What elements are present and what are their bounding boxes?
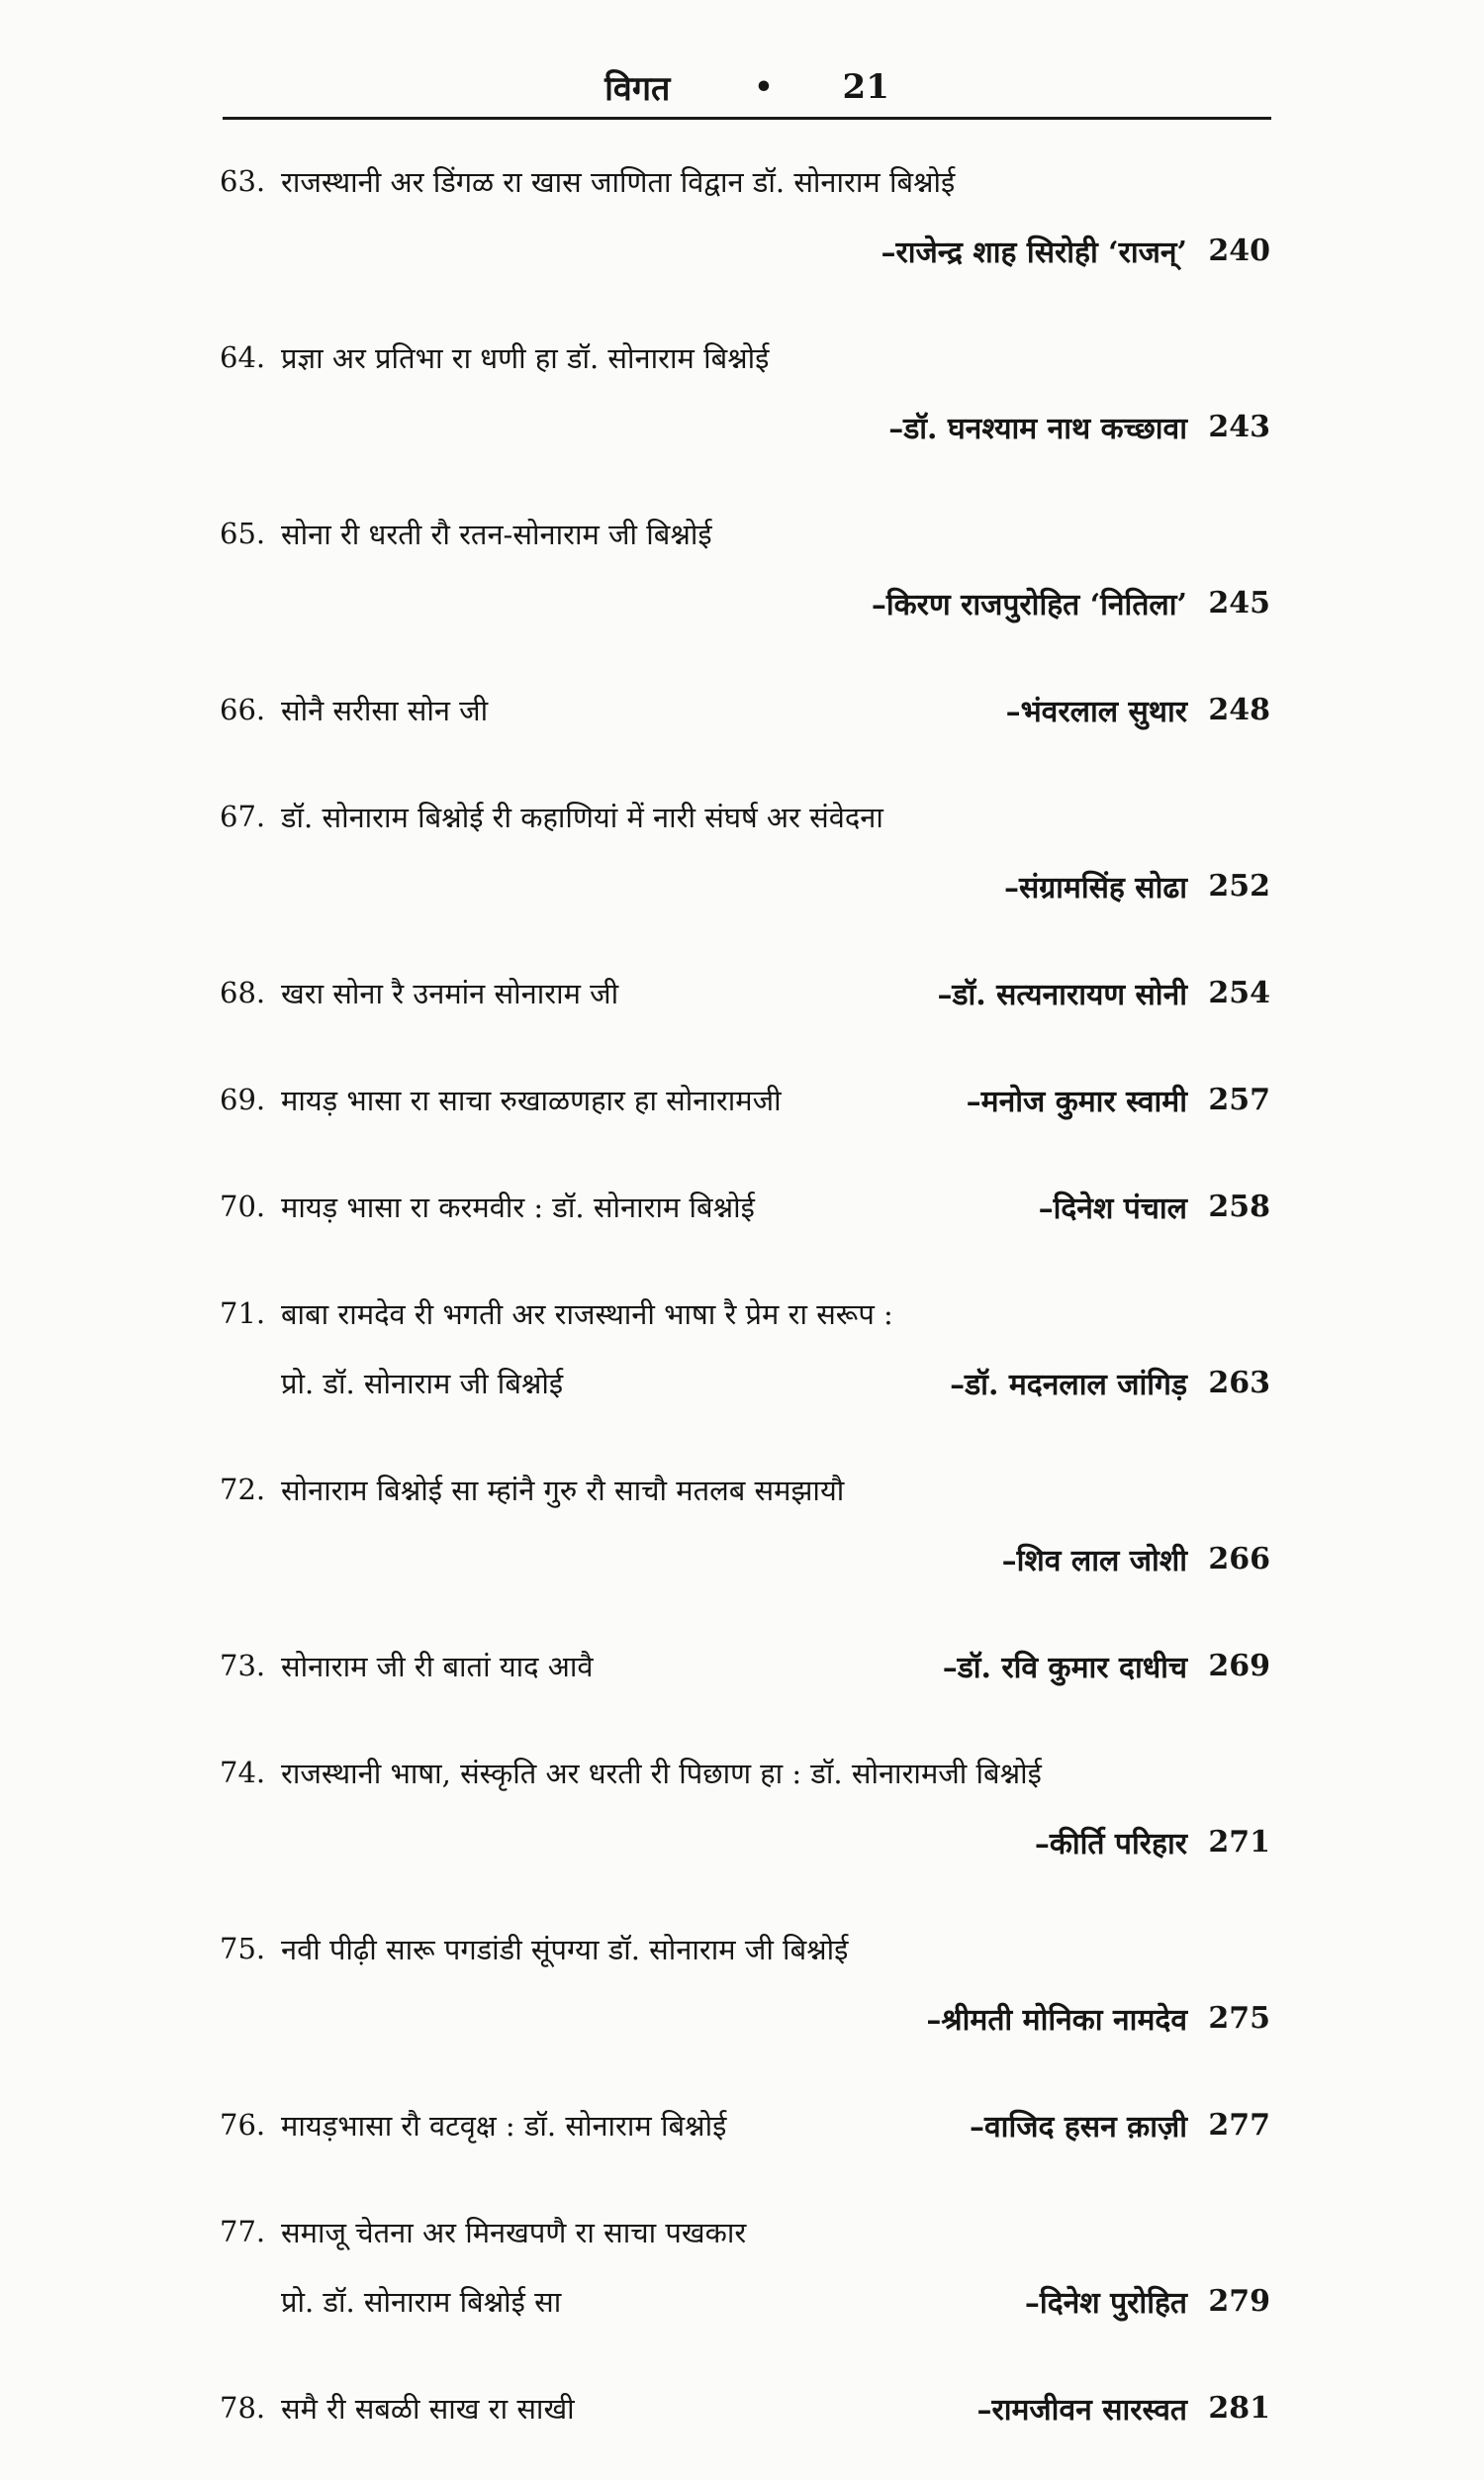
entry-page: 258	[1208, 1189, 1270, 1224]
entry-number: 63.	[220, 164, 266, 198]
toc-entry-63	[220, 146, 1270, 285]
entry-number: 68.	[220, 976, 266, 1009]
entry-number: 69.	[220, 1083, 266, 1116]
entry-title: सोनाराम बिश्नोई सा म्हांनै गुरु रौ साचौ मतलब समझायौ	[281, 1473, 845, 1507]
section-title: विगत	[604, 69, 671, 109]
entry-page: 277	[1208, 2107, 1270, 2143]
toc-author-line	[220, 1983, 1270, 2052]
toc-title-line	[220, 2197, 1270, 2266]
toc-title-line	[220, 146, 1270, 216]
entry-author: –राजेन्द्र शाह सिरोही ‘राजन्’	[881, 235, 1187, 270]
toc-entry-67	[220, 782, 1270, 920]
entry-title: समै री सबळी साख रा साखी	[281, 2391, 575, 2426]
entry-page: 240	[1208, 233, 1270, 268]
toc-entry-71	[220, 1279, 1270, 1417]
entry-page: 279	[1208, 2283, 1270, 2319]
entry-title: समाजू चेतना अर मिनखपणै रा साचा पखकार	[281, 2215, 747, 2249]
entry-page: 248	[1208, 692, 1270, 727]
entry-title: बाबा रामदेव री भगती अर राजस्थानी भाषा रै प्रेम रा सरूप :	[281, 1296, 893, 1331]
entry-number: 65.	[220, 517, 266, 550]
entry-author: –वाजिद हसन क़ाज़ी	[970, 2109, 1187, 2145]
toc-entry-64	[220, 323, 1270, 461]
entry-title: राजस्थानी अर डिंगळ रा खास जाणिता विद्वान डॉ. सोनाराम बिश्नोई	[281, 164, 956, 199]
header-separator: •	[754, 69, 774, 105]
entry-number: 71.	[220, 1296, 266, 1330]
toc-author-line	[220, 1807, 1270, 1876]
toc-title-line	[220, 2373, 1270, 2442]
entry-title: खरा सोना रै उनमांन सोनाराम जी	[281, 976, 619, 1010]
toc-title-line	[220, 1279, 1270, 1348]
toc-entry-69	[220, 1065, 1270, 1134]
entry-title: डॉ. सोनाराम बिश्नोई री कहाणियां में नारी संघर्ष अर संवेदना	[281, 800, 883, 834]
entry-author: –किरण राजपुरोहित ‘नितिला’	[871, 587, 1187, 622]
entry-author: –डॉ. घनश्याम नाथ कच्छावा	[888, 411, 1187, 446]
entry-number: 75.	[220, 1932, 266, 1965]
entry-page: 281	[1208, 2390, 1270, 2426]
entry-author: –शिव लाल जोशी	[1001, 1543, 1187, 1578]
toc-author-line	[220, 1348, 1270, 1417]
toc-author-line	[220, 568, 1270, 637]
entry-page: 271	[1208, 1824, 1270, 1860]
entry-author: –श्रीमती मोनिका नामदेव	[926, 2002, 1187, 2038]
entry-title: मायड़भासा रौ वटवृक्ष : डॉ. सोनाराम बिश्नोई	[281, 2108, 727, 2143]
toc-title-line	[220, 1738, 1270, 1807]
entry-author: –डॉ. मदनलाल जांगिड़	[950, 1367, 1187, 1402]
entry-author: –दिनेश पंचाल	[1038, 1191, 1187, 1226]
entry-title-continued: प्रो. डॉ. सोनाराम जी बिश्नोई	[281, 1366, 564, 1400]
toc-entry-74	[220, 1738, 1270, 1876]
table-of-contents	[220, 146, 1270, 2480]
toc-title-line	[220, 1172, 1270, 1241]
toc-title-line	[220, 1914, 1270, 1983]
toc-entry-73	[220, 1631, 1270, 1700]
entry-author: –संग्रामसिंह सोढा	[1003, 870, 1187, 906]
toc-title-line	[220, 1455, 1270, 1524]
toc-entry-77	[220, 2197, 1270, 2336]
entry-author: –रामजीवन सारस्वत	[976, 2392, 1187, 2428]
toc-entry-78	[220, 2373, 1270, 2442]
toc-entry-75	[220, 1914, 1270, 2052]
entry-number: 73.	[220, 1649, 266, 1682]
entry-title: सोनाराम जी री बातां याद आवै	[281, 1649, 594, 1683]
toc-entry-72	[220, 1455, 1270, 1593]
toc-title-line	[220, 675, 1270, 744]
entry-author: –मनोज कुमार स्वामी	[966, 1084, 1187, 1119]
entry-page: 269	[1208, 1648, 1270, 1683]
toc-title-line	[220, 782, 1270, 851]
header-rule	[223, 117, 1271, 120]
entry-title: नवी पीढ़ी सारू पगडांडी सूंपग्या डॉ. सोनाराम जी बिश्नोई	[281, 1932, 849, 1966]
entry-title: राजस्थानी भाषा, संस्कृति अर धरती री पिछाण हा : डॉ. सोनारामजी बिश्नोई	[281, 1756, 1042, 1790]
entry-title: सोना री धरती रौ रतन-सोनाराम जी बिश्नोई	[281, 517, 712, 551]
entry-title: सोनै सरीसा सोन जी	[281, 693, 489, 727]
toc-author-line	[220, 392, 1270, 461]
toc-title-line	[220, 499, 1270, 568]
toc-title-line	[220, 958, 1270, 1027]
toc-author-line	[220, 2266, 1270, 2336]
entry-page: 275	[1208, 2000, 1270, 2036]
entry-number: 66.	[220, 693, 266, 726]
toc-title-line	[220, 2090, 1270, 2159]
entry-number: 64.	[220, 340, 266, 374]
entry-title: मायड़ भासा रा साचा रुखाळणहार हा सोनारामजी	[281, 1083, 782, 1117]
entry-number: 67.	[220, 800, 266, 833]
entry-number: 78.	[220, 2391, 266, 2425]
entry-title: प्रज्ञा अर प्रतिभा रा धणी हा डॉ. सोनाराम बिश्नोई	[281, 340, 770, 375]
entry-page: 252	[1208, 868, 1270, 904]
toc-entry-76	[220, 2090, 1270, 2159]
entry-page: 245	[1208, 585, 1270, 620]
entry-page: 257	[1208, 1082, 1270, 1117]
entry-page: 254	[1208, 975, 1270, 1010]
entry-page: 243	[1208, 409, 1270, 444]
toc-entry-65	[220, 499, 1270, 637]
toc-title-line	[220, 1631, 1270, 1700]
entry-author: –दिनेश पुरोहित	[1024, 2285, 1187, 2321]
entry-number: 74.	[220, 1756, 266, 1789]
page-number: 21	[842, 67, 889, 107]
entry-author: –डॉ. रवि कुमार दाधीच	[942, 1650, 1187, 1685]
entry-page: 263	[1208, 1365, 1270, 1400]
entry-title: मायड़ भासा रा करमवीर : डॉ. सोनाराम बिश्नोई	[281, 1190, 755, 1224]
toc-title-line	[220, 323, 1270, 392]
entry-author: –भंवरलाल सुथार	[1005, 694, 1187, 729]
toc-entry-66	[220, 675, 1270, 744]
entry-author: –कीर्ति परिहार	[1034, 1826, 1187, 1861]
entry-number: 70.	[220, 1190, 266, 1223]
entry-author: –डॉ. सत्यनारायण सोनी	[937, 977, 1187, 1012]
entry-number: 76.	[220, 2108, 266, 2142]
running-head	[223, 57, 1271, 117]
toc-author-line	[220, 851, 1270, 920]
entry-title-continued: प्रो. डॉ. सोनाराम बिश्नोई सा	[281, 2284, 562, 2319]
toc-title-line	[220, 1065, 1270, 1134]
toc-author-line	[220, 1524, 1270, 1593]
toc-author-line	[220, 216, 1270, 285]
entry-page: 266	[1208, 1541, 1270, 1576]
entry-number: 72.	[220, 1473, 266, 1506]
entry-number: 77.	[220, 2215, 266, 2248]
toc-entry-68	[220, 958, 1270, 1027]
toc-entry-70	[220, 1172, 1270, 1241]
